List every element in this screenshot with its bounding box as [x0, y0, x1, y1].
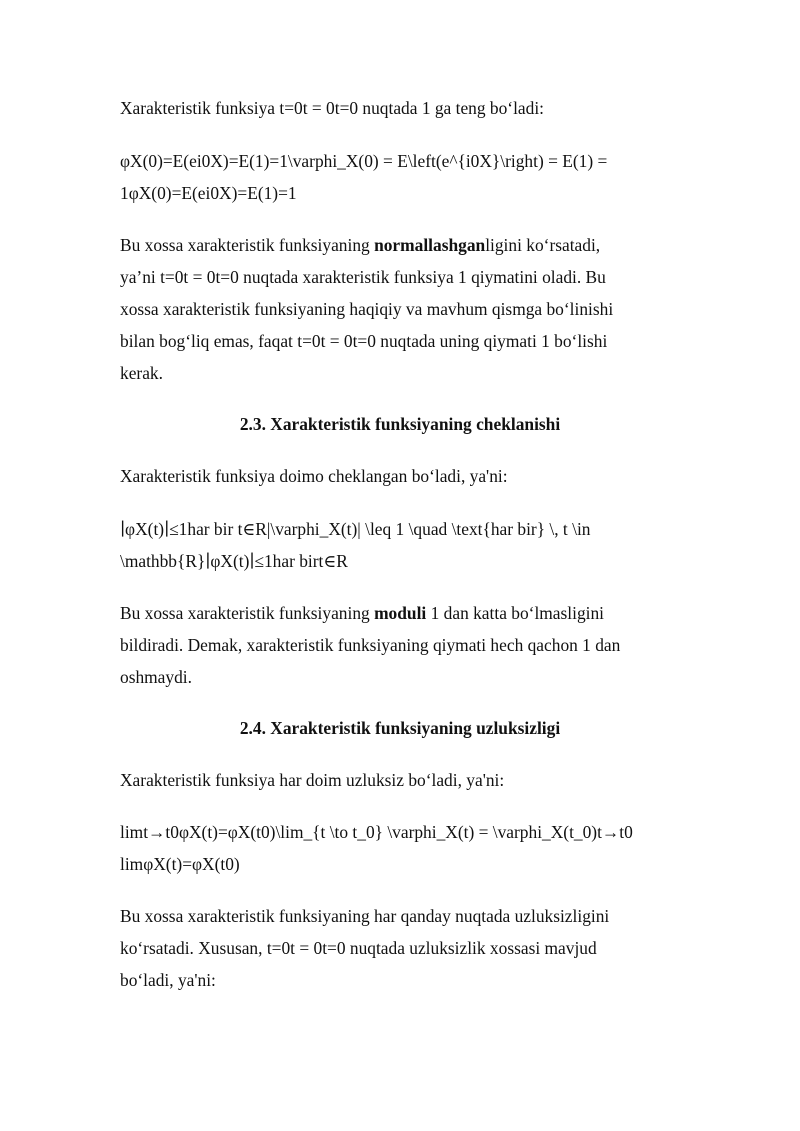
paragraph-normalization-line-1 — [120, 229, 690, 261]
section-heading-2-3: 2.3. Xarakteristik funksiyaning cheklanishi — [239, 414, 561, 434]
paragraph-modulus-line-3: oshmaydi. — [120, 667, 192, 687]
paragraph-intro: Xarakteristik funksiya t=0t = 0t=0 nuqtada 1 ga teng bo‘ladi: — [120, 98, 544, 118]
paragraph-boundedness: Xarakteristik funksiya doimo cheklangan bo‘ladi, ya'ni: — [120, 466, 508, 486]
text-span: 1 dan katta bo‘lmasligini — [426, 603, 605, 623]
paragraph-continuity: Xarakteristik funksiya har doim uzluksiz bo‘ladi, ya'ni: — [120, 770, 505, 790]
bold-term-normallashgan: normallashgan — [374, 235, 486, 255]
equation-2-line-1: ∣φX(t)∣≤1har bir t∈R|\varphi_X(t)| \leq 1 \quad \text{har bir} \, t \in — [120, 519, 591, 539]
paragraph-continuity-explain-line-2: ko‘rsatadi. Xususan, t=0t = 0t=0 nuqtada uzluksizlik xossasi mavjud — [120, 938, 597, 958]
section-heading-2-4: 2.4. Xarakteristik funksiyaning uzluksizligi — [239, 718, 561, 738]
bold-term-moduli: moduli — [374, 603, 427, 623]
paragraph-normalization-line-2: ya’ni t=0t = 0t=0 nuqtada xarakteristik funksiya 1 qiymatini oladi. Bu — [120, 267, 606, 287]
equation-1-line-1: φX(0)=E(ei0X)=E(1)=1\varphi_X(0) = E\left(e^{i0X}\right) = E(1) = — [120, 151, 608, 171]
equation-2-line-2: \mathbb{R}∣φX(t)∣≤1har birt∈R — [120, 551, 348, 571]
paragraph-normalization-line-3: xossa xarakteristik funksiyaning haqiqiy va mavhum qismga bo‘linishi — [120, 299, 614, 319]
paragraph-continuity-explain-line-1: Bu xossa xarakteristik funksiyaning har qanday nuqtada uzluksizligini — [120, 906, 610, 926]
text-span: Bu xossa xarakteristik funksiyaning — [120, 603, 375, 623]
paragraph-modulus-line-1 — [120, 597, 690, 629]
paragraph-continuity-explain-line-3: bo‘ladi, ya'ni: — [120, 970, 216, 990]
paragraph-normalization-line-4: bilan bog‘liq emas, faqat t=0t = 0t=0 nuqtada uning qiymati 1 bo‘lishi — [120, 331, 608, 351]
equation-3-line-1: limt→t0φX(t)=φX(t0)\lim_{t \to t_0} \varphi_X(t) = \varphi_X(t_0)t→t0 — [120, 822, 633, 842]
text-span: ligini ko‘rsatadi, — [485, 235, 601, 255]
text-span: Bu xossa xarakteristik funksiyaning — [120, 235, 375, 255]
paragraph-modulus-line-2: bildiradi. Demak, xarakteristik funksiyaning qiymati hech qachon 1 dan — [120, 635, 621, 655]
paragraph-normalization-line-5: kerak. — [120, 363, 163, 383]
equation-3-line-2: limφX(t)=φX(t0) — [120, 854, 240, 874]
equation-1-line-2: 1φX(0)=E(ei0X)=E(1)=1 — [120, 183, 297, 203]
